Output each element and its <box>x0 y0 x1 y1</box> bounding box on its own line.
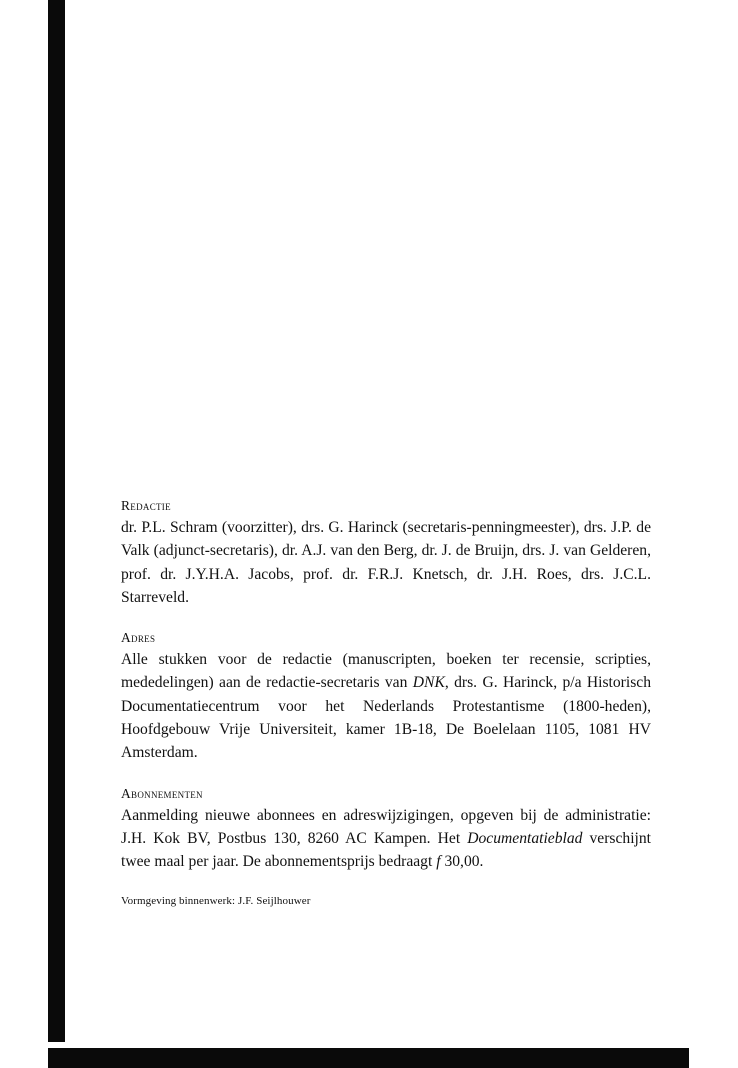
journal-title: Documentatieblad <box>467 829 583 847</box>
journal-abbreviation: DNK <box>412 674 445 692</box>
section-adres <box>121 628 651 764</box>
section-heading: Redactie <box>121 498 171 513</box>
scan-border-left <box>48 0 65 1042</box>
section-heading: Abonnementen <box>121 785 203 801</box>
subscription-text <box>121 804 651 874</box>
address-text-part: Alle stukken voor de redactie (manuscripten, boeken ter recensie, scripties, mededelingen) aan de redactie-secretaris van <box>121 651 651 692</box>
design-credit: Vormgeving binnenwerk: J.F. Seijlhouwer <box>121 894 311 907</box>
colophon <box>121 496 651 909</box>
currency-symbol: f <box>436 853 441 871</box>
address-text-part: , drs. G. Harinck, p/a Historisch Documentatiecentrum voor het Nederlands Protestantisme (1800-heden), Hoofdgebouw Vrije Universiteit, kamer 1B-18, De Boelelaan 1105, 1081 HV Amsterdam. <box>121 674 651 762</box>
subscription-text-part: 30,00. <box>440 853 484 871</box>
subscription-text-part: Aanmelding nieuwe abonnees en adreswijzigingen, opgeven bij de administratie: J.H. Kok BV, Postbus 130, 8260 AC Kampen. Het <box>121 806 651 847</box>
editorial-board-text: dr. P.L. Schram (voorzitter), drs. G. Harinck (secretaris-penningmeester), drs. J.P. de Valk (adjunct-secretaris), dr. A.J. van den Berg, dr. J. de Bruijn, drs. J. van Gelderen, prof. dr. J.Y.H.A. Jacobs, prof. dr. F.R.J. Knetsch, dr. J.H. Roes, drs. J.C.L. Starreveld. <box>121 519 651 606</box>
section-redactie <box>121 496 651 609</box>
address-text <box>121 648 651 764</box>
subscription-text-part: verschijnt twee maal per jaar. De abonnementsprijs bedraagt <box>121 829 652 871</box>
section-heading: Adres <box>121 630 156 646</box>
scan-border-bottom <box>48 1048 689 1068</box>
section-abonnementen <box>121 784 651 874</box>
